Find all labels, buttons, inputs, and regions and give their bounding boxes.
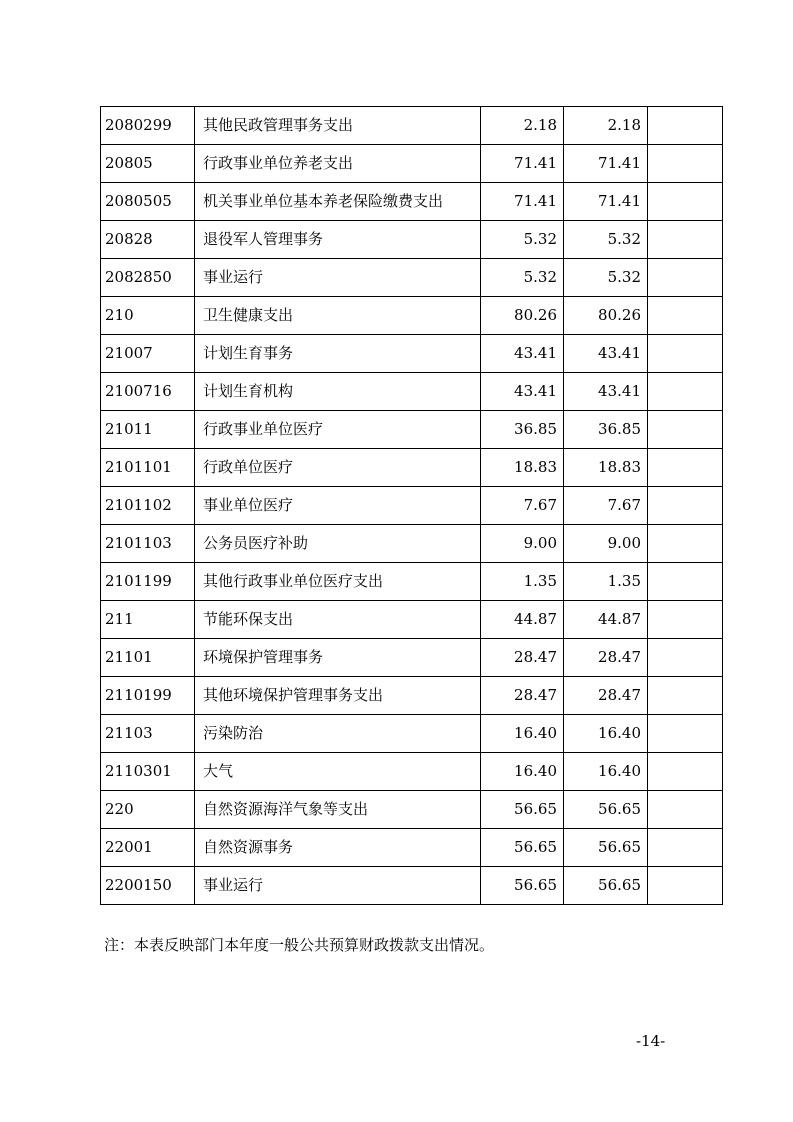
cell-code: 220 xyxy=(101,791,195,829)
cell-value-2: 43.41 xyxy=(564,335,648,373)
cell-value-3 xyxy=(648,601,723,639)
cell-value-2: 16.40 xyxy=(564,715,648,753)
table-row xyxy=(101,829,723,867)
cell-value-3 xyxy=(648,563,723,601)
table-row xyxy=(101,791,723,829)
cell-value-1: 18.83 xyxy=(481,449,564,487)
cell-value-1: 16.40 xyxy=(481,715,564,753)
table-row xyxy=(101,145,723,183)
cell-value-1: 56.65 xyxy=(481,867,564,905)
cell-value-1: 9.00 xyxy=(481,525,564,563)
cell-code: 211 xyxy=(101,601,195,639)
cell-value-3 xyxy=(648,449,723,487)
cell-name: 机关事业单位基本养老保险缴费支出 xyxy=(195,183,481,221)
cell-value-1: 7.67 xyxy=(481,487,564,525)
cell-code: 2100716 xyxy=(101,373,195,411)
expenditure-table xyxy=(100,106,723,905)
cell-code: 210 xyxy=(101,297,195,335)
cell-value-3 xyxy=(648,715,723,753)
cell-code: 21101 xyxy=(101,639,195,677)
table-row xyxy=(101,563,723,601)
page-number: -14- xyxy=(636,1032,666,1050)
table-row xyxy=(101,411,723,449)
table-row xyxy=(101,107,723,145)
cell-value-1: 5.32 xyxy=(481,221,564,259)
cell-value-1: 16.40 xyxy=(481,753,564,791)
cell-value-3 xyxy=(648,753,723,791)
table-row xyxy=(101,601,723,639)
cell-name: 环境保护管理事务 xyxy=(195,639,481,677)
cell-name: 退役军人管理事务 xyxy=(195,221,481,259)
table-row xyxy=(101,259,723,297)
table-row xyxy=(101,297,723,335)
cell-value-3 xyxy=(648,183,723,221)
table-row xyxy=(101,335,723,373)
table-row xyxy=(101,373,723,411)
table-row xyxy=(101,753,723,791)
cell-code: 2080505 xyxy=(101,183,195,221)
cell-value-1: 71.41 xyxy=(481,145,564,183)
cell-value-3 xyxy=(648,411,723,449)
cell-value-2: 43.41 xyxy=(564,373,648,411)
cell-name: 其他行政事业单位医疗支出 xyxy=(195,563,481,601)
cell-value-2: 71.41 xyxy=(564,145,648,183)
table-body xyxy=(101,107,723,905)
cell-code: 2110301 xyxy=(101,753,195,791)
cell-value-2: 1.35 xyxy=(564,563,648,601)
cell-value-3 xyxy=(648,791,723,829)
cell-value-3 xyxy=(648,639,723,677)
cell-value-3 xyxy=(648,221,723,259)
cell-value-2: 18.83 xyxy=(564,449,648,487)
cell-value-2: 56.65 xyxy=(564,829,648,867)
cell-value-2: 2.18 xyxy=(564,107,648,145)
cell-code: 21007 xyxy=(101,335,195,373)
cell-code: 2101199 xyxy=(101,563,195,601)
cell-code: 2080299 xyxy=(101,107,195,145)
cell-name: 计划生育事务 xyxy=(195,335,481,373)
table-row xyxy=(101,449,723,487)
table-row xyxy=(101,715,723,753)
cell-value-2: 5.32 xyxy=(564,259,648,297)
cell-name: 自然资源事务 xyxy=(195,829,481,867)
cell-value-3 xyxy=(648,297,723,335)
cell-value-2: 56.65 xyxy=(564,867,648,905)
cell-value-3 xyxy=(648,867,723,905)
cell-value-1: 71.41 xyxy=(481,183,564,221)
cell-name: 大气 xyxy=(195,753,481,791)
cell-name: 自然资源海洋气象等支出 xyxy=(195,791,481,829)
cell-code: 2101103 xyxy=(101,525,195,563)
table-row xyxy=(101,677,723,715)
cell-value-1: 36.85 xyxy=(481,411,564,449)
cell-code: 20828 xyxy=(101,221,195,259)
cell-code: 2110199 xyxy=(101,677,195,715)
cell-value-2: 44.87 xyxy=(564,601,648,639)
cell-value-1: 1.35 xyxy=(481,563,564,601)
cell-value-3 xyxy=(648,259,723,297)
cell-name: 卫生健康支出 xyxy=(195,297,481,335)
cell-name: 事业单位医疗 xyxy=(195,487,481,525)
table-row xyxy=(101,525,723,563)
cell-name: 计划生育机构 xyxy=(195,373,481,411)
cell-name: 其他环境保护管理事务支出 xyxy=(195,677,481,715)
cell-value-2: 80.26 xyxy=(564,297,648,335)
cell-value-1: 28.47 xyxy=(481,677,564,715)
cell-code: 2101101 xyxy=(101,449,195,487)
cell-value-2: 16.40 xyxy=(564,753,648,791)
cell-value-3 xyxy=(648,829,723,867)
cell-value-1: 43.41 xyxy=(481,373,564,411)
cell-code: 21011 xyxy=(101,411,195,449)
cell-name: 事业运行 xyxy=(195,259,481,297)
cell-name: 行政事业单位养老支出 xyxy=(195,145,481,183)
cell-code: 20805 xyxy=(101,145,195,183)
cell-code: 2082850 xyxy=(101,259,195,297)
cell-value-2: 7.67 xyxy=(564,487,648,525)
table-row xyxy=(101,221,723,259)
cell-name: 其他民政管理事务支出 xyxy=(195,107,481,145)
cell-value-1: 2.18 xyxy=(481,107,564,145)
cell-code: 21103 xyxy=(101,715,195,753)
cell-value-2: 56.65 xyxy=(564,791,648,829)
cell-value-3 xyxy=(648,145,723,183)
cell-value-3 xyxy=(648,525,723,563)
cell-value-1: 80.26 xyxy=(481,297,564,335)
cell-value-1: 56.65 xyxy=(481,829,564,867)
cell-name: 行政事业单位医疗 xyxy=(195,411,481,449)
cell-value-1: 44.87 xyxy=(481,601,564,639)
cell-value-2: 28.47 xyxy=(564,639,648,677)
cell-value-2: 36.85 xyxy=(564,411,648,449)
cell-value-1: 43.41 xyxy=(481,335,564,373)
cell-value-2: 28.47 xyxy=(564,677,648,715)
cell-code: 22001 xyxy=(101,829,195,867)
cell-value-3 xyxy=(648,335,723,373)
cell-name: 节能环保支出 xyxy=(195,601,481,639)
cell-value-2: 9.00 xyxy=(564,525,648,563)
cell-value-1: 5.32 xyxy=(481,259,564,297)
cell-value-3 xyxy=(648,373,723,411)
table-row xyxy=(101,639,723,677)
table-row xyxy=(101,487,723,525)
cell-value-1: 28.47 xyxy=(481,639,564,677)
cell-name: 事业运行 xyxy=(195,867,481,905)
cell-value-1: 56.65 xyxy=(481,791,564,829)
cell-name: 污染防治 xyxy=(195,715,481,753)
table-row xyxy=(101,183,723,221)
cell-value-3 xyxy=(648,677,723,715)
cell-code: 2200150 xyxy=(101,867,195,905)
table-row xyxy=(101,867,723,905)
cell-name: 行政单位医疗 xyxy=(195,449,481,487)
cell-value-3 xyxy=(648,487,723,525)
table-note: 注：本表反映部门本年度一般公共预算财政拨款支出情况。 xyxy=(104,936,495,954)
cell-value-2: 5.32 xyxy=(564,221,648,259)
cell-value-3 xyxy=(648,107,723,145)
cell-name: 公务员医疗补助 xyxy=(195,525,481,563)
cell-value-2: 71.41 xyxy=(564,183,648,221)
cell-code: 2101102 xyxy=(101,487,195,525)
